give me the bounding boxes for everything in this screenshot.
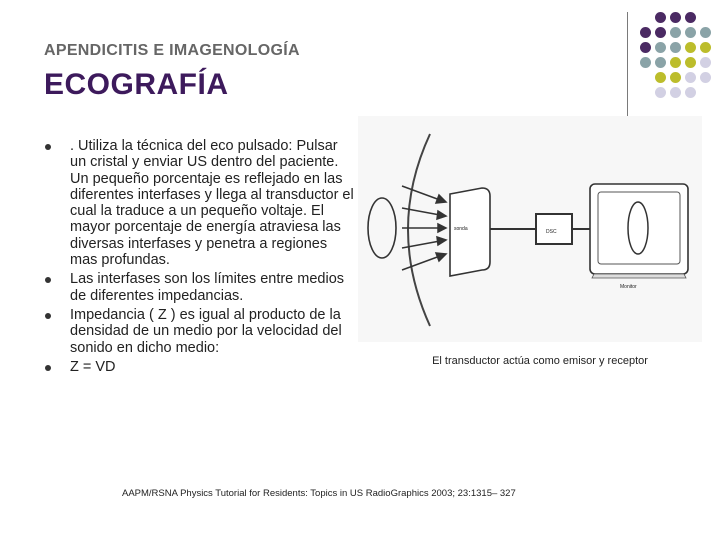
bullet-text: Z = VD xyxy=(70,358,116,375)
bullet-item xyxy=(44,307,354,356)
decor-dot-olive xyxy=(700,42,711,53)
probe-label: sonda xyxy=(454,226,468,232)
figure-caption: El transductor actúa como emisor y receptor xyxy=(432,355,648,367)
reference-footer: AAPM/RSNA Physics Tutorial for Residents: Topics in US RadioGraphics 2003; 23:1315– 327 xyxy=(122,488,516,499)
bullet-dot-icon xyxy=(45,365,51,371)
decor-dot-teal xyxy=(670,27,681,38)
decor-dot-teal xyxy=(655,57,666,68)
bullet-text: Las interfases son los límites entre medios de diferentes impedancias. xyxy=(70,271,345,304)
decor-dot-teal xyxy=(700,27,711,38)
bullet-dot-icon xyxy=(45,277,51,283)
decor-dot-purple xyxy=(670,12,681,23)
bullet-text: . Utiliza la técnica del eco pulsado: Pulsar un cristal y enviar US dentro del paciente. Un pequeño porcentaje es reflejado en las diferentes interfases y llega al transductor el cual la traduce a un pequeño voltaje. El mayor porcentaje de energía atraviesa las diversas interfases y penetra a regiones mas profundas. xyxy=(70,138,354,269)
decor-dot-lavender xyxy=(700,72,711,83)
bullet-item xyxy=(44,359,354,375)
slide-subtitle: APENDICITIS E IMAGENOLOGÍA xyxy=(44,42,300,59)
ultrasound-waves xyxy=(402,186,446,270)
decor-dot-olive xyxy=(670,57,681,68)
decor-dot-olive xyxy=(685,57,696,68)
decor-divider-line xyxy=(627,12,628,116)
decor-dot-teal xyxy=(640,57,651,68)
body-surface-curve xyxy=(408,134,430,326)
slide-title: ECOGRAFÍA xyxy=(44,68,229,101)
decor-dot-teal xyxy=(670,42,681,53)
monitor-label: Monitor xyxy=(620,284,637,290)
bullet-item xyxy=(44,138,354,268)
bullet-dot-icon xyxy=(45,144,51,150)
ultrasound-diagram xyxy=(358,116,702,342)
decor-dot-purple xyxy=(640,27,651,38)
decor-dot-purple xyxy=(685,12,696,23)
ultrasound-diagram-svg xyxy=(358,116,702,342)
bullet-list xyxy=(44,138,354,378)
decor-dot-lavender xyxy=(670,87,681,98)
decor-dot-lavender xyxy=(700,57,711,68)
decor-dot-olive xyxy=(685,42,696,53)
decor-dot-grid xyxy=(640,10,720,120)
decor-dot-teal xyxy=(685,27,696,38)
decor-dot-purple xyxy=(655,12,666,23)
decor-dot-teal xyxy=(655,42,666,53)
monitor-base xyxy=(592,274,686,278)
decor-dot-olive xyxy=(670,72,681,83)
bullet-dot-icon xyxy=(45,313,51,319)
decor-dot-olive xyxy=(655,72,666,83)
decor-dot-lavender xyxy=(685,87,696,98)
decor-dot-lavender xyxy=(685,72,696,83)
decor-dot-purple xyxy=(640,42,651,53)
organ-ellipse xyxy=(368,198,396,258)
decor-dot-lavender xyxy=(655,87,666,98)
dsc-label: DSC xyxy=(546,229,557,235)
bullet-text: Impedancia ( Z ) es igual al producto de la densidad de un medio por la velocidad del sonido en dicho medio: xyxy=(70,306,342,356)
decor-dot-purple xyxy=(655,27,666,38)
probe-shape xyxy=(450,188,490,276)
bullet-item xyxy=(44,271,354,304)
